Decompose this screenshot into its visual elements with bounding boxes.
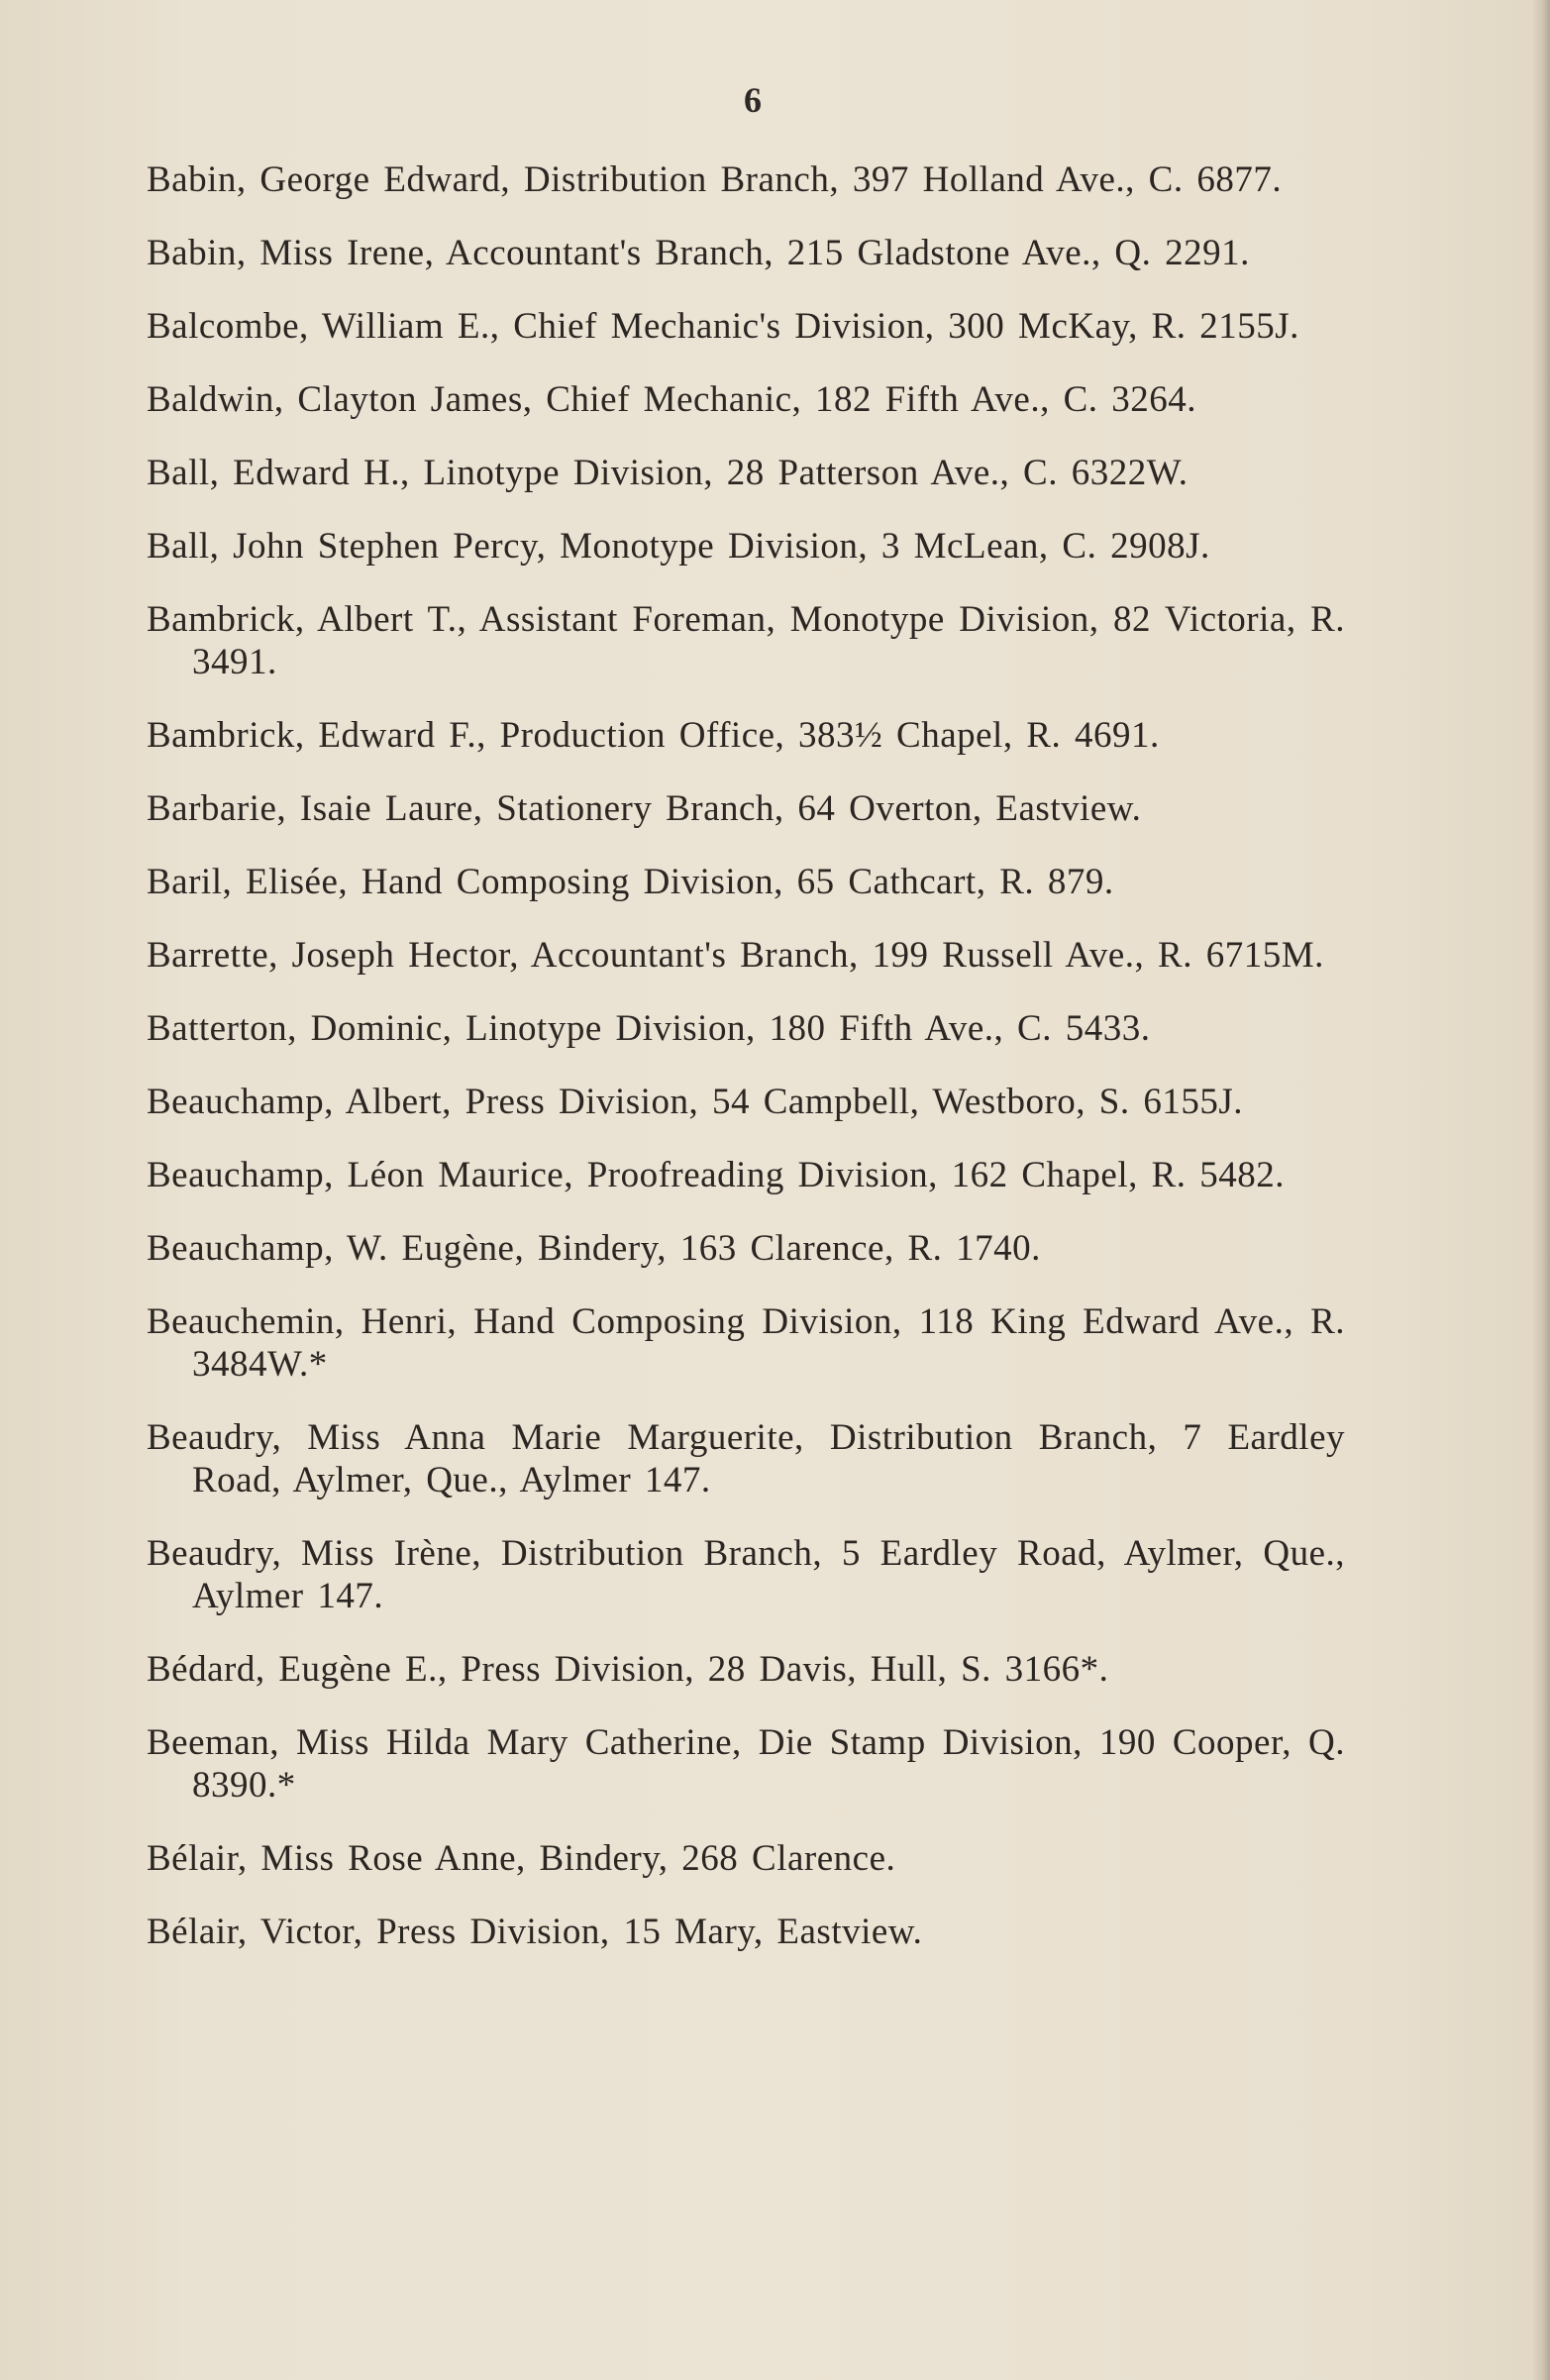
list-entry: Barbarie, Isaie Laure, Stationery Branch, 64 Overton, Eastview. [147,788,1142,829]
list-entry: Bédard, Eugène E., Press Division, 28 Davis, Hull, S. 3166*. [147,1649,1109,1690]
list-entry: Baril, Elisée, Hand Composing Division, 65 Cathcart, R. 879. [147,862,1114,902]
list-entry: Bélair, Miss Rose Anne, Bindery, 268 Clarence. [147,1838,896,1879]
list-entry: Barrette, Joseph Hector, Accountant's Branch, 199 Russell Ave., R. 6715M. [147,935,1324,976]
page-edge-shadow [1532,0,1550,2380]
page-number: 6 [744,80,762,120]
list-entry: Beauchamp, Léon Maurice, Proofreading Division, 162 Chapel, R. 5482. [147,1155,1286,1195]
list-entry: Bambrick, Albert T., Assistant Foreman, Monotype Division, 82 Victoria, R. 3491. [147,599,1345,682]
list-entry: Beaudry, Miss Irène, Distribution Branch, 5 Eardley Road, Aylmer, Que., Aylmer 147. [147,1533,1345,1616]
list-entry: Batterton, Dominic, Linotype Division, 180 Fifth Ave., C. 5433. [147,1008,1151,1049]
list-entry: Bélair, Victor, Press Division, 15 Mary, Eastview. [147,1912,923,1952]
list-entry: Beauchemin, Henri, Hand Composing Division, 118 King Edward Ave., R. 3484W.* [147,1301,1345,1385]
list-entry: Beauchamp, W. Eugène, Bindery, 163 Clarence, R. 1740. [147,1228,1041,1269]
list-entry: Babin, Miss Irene, Accountant's Branch, 215 Gladstone Ave., Q. 2291. [147,233,1250,273]
list-entry: Beauchamp, Albert, Press Division, 54 Campbell, Westboro, S. 6155J. [147,1082,1244,1122]
employee-list [147,158,1345,1984]
list-entry: Ball, Edward H., Linotype Division, 28 Patterson Ave., C. 6322W. [147,453,1188,493]
list-entry: Beeman, Miss Hilda Mary Catherine, Die Stamp Division, 190 Cooper, Q. 8390.* [147,1722,1345,1806]
list-entry: Bambrick, Edward F., Production Office, 383½ Chapel, R. 4691. [147,715,1160,756]
list-entry: Beaudry, Miss Anna Marie Marguerite, Distribution Branch, 7 Eardley Road, Aylmer, Que., Aylmer 147. [147,1417,1345,1500]
list-entry: Baldwin, Clayton James, Chief Mechanic, 182 Fifth Ave., C. 3264. [147,379,1197,420]
list-entry: Babin, George Edward, Distribution Branch, 397 Holland Ave., C. 6877. [147,159,1283,200]
list-entry: Balcombe, William E., Chief Mechanic's Division, 300 McKay, R. 2155J. [147,306,1299,347]
list-entry: Ball, John Stephen Percy, Monotype Division, 3 McLean, C. 2908J. [147,526,1210,567]
